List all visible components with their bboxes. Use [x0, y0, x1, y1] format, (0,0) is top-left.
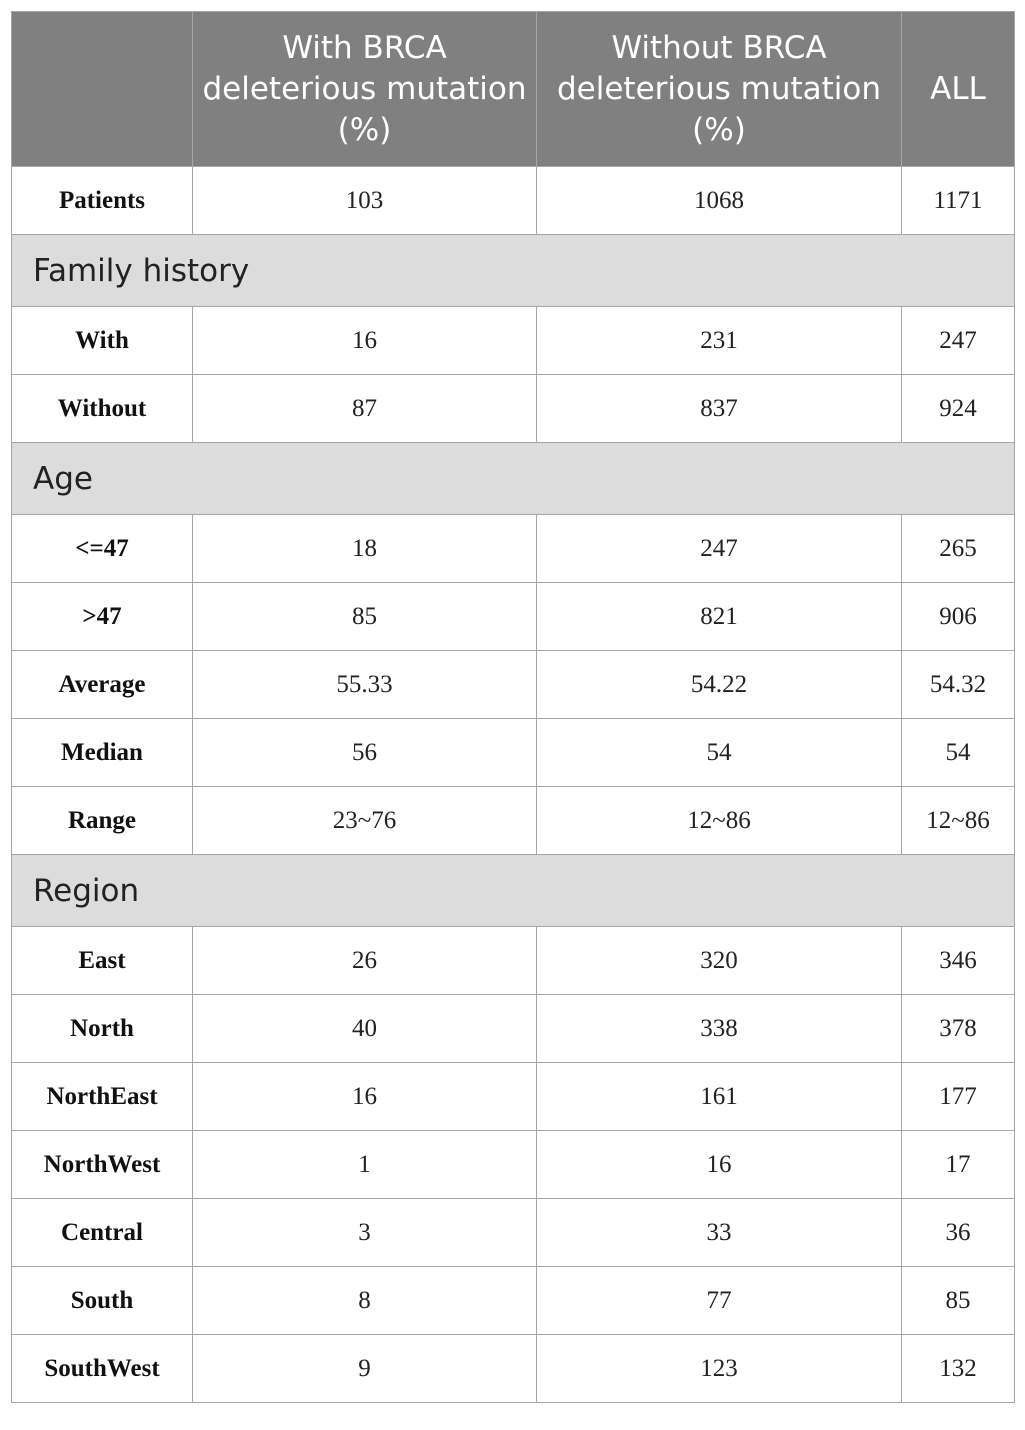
- header-without-brca: Without BRCA deleterious mutation (%): [537, 12, 902, 167]
- section-row: [12, 855, 1015, 927]
- table-row: [12, 927, 1015, 995]
- cell-all: 17: [902, 1131, 1015, 1199]
- table-row: [12, 167, 1015, 235]
- cell-without-brca: 16: [537, 1131, 902, 1199]
- cell-with-brca: 23~76: [193, 787, 537, 855]
- cell-without-brca: 338: [537, 995, 902, 1063]
- cell-without-brca: 247: [537, 515, 902, 583]
- cell-with-brca: 16: [193, 1063, 537, 1131]
- cell-without-brca: 33: [537, 1199, 902, 1267]
- table-row: [12, 583, 1015, 651]
- cell-with-brca: 56: [193, 719, 537, 787]
- table-row: [12, 1063, 1015, 1131]
- header-with-brca: With BRCA deleterious mutation (%): [193, 12, 537, 167]
- cell-with-brca: 9: [193, 1335, 537, 1403]
- cell-with-brca: 103: [193, 167, 537, 235]
- section-label: Region: [12, 855, 1015, 927]
- row-label: SouthWest: [12, 1335, 193, 1403]
- row-label: Average: [12, 651, 193, 719]
- header-row: [12, 12, 1015, 167]
- section-label: Family history: [12, 235, 1015, 307]
- cell-with-brca: 16: [193, 307, 537, 375]
- cell-with-brca: 55.33: [193, 651, 537, 719]
- table-row: [12, 307, 1015, 375]
- table-row: [12, 1199, 1015, 1267]
- cell-with-brca: 40: [193, 995, 537, 1063]
- cell-without-brca: 77: [537, 1267, 902, 1335]
- cell-all: 54.32: [902, 651, 1015, 719]
- table-row: [12, 1267, 1015, 1335]
- cell-with-brca: 85: [193, 583, 537, 651]
- cell-without-brca: 837: [537, 375, 902, 443]
- row-label: NorthEast: [12, 1063, 193, 1131]
- row-label: >47: [12, 583, 193, 651]
- cell-without-brca: 1068: [537, 167, 902, 235]
- cell-without-brca: 54.22: [537, 651, 902, 719]
- row-label: <=47: [12, 515, 193, 583]
- row-label: With: [12, 307, 193, 375]
- cell-without-brca: 320: [537, 927, 902, 995]
- table-row: [12, 995, 1015, 1063]
- cell-without-brca: 54: [537, 719, 902, 787]
- cell-without-brca: 821: [537, 583, 902, 651]
- cell-with-brca: 87: [193, 375, 537, 443]
- cell-with-brca: 18: [193, 515, 537, 583]
- row-label: Median: [12, 719, 193, 787]
- cell-all: 12~86: [902, 787, 1015, 855]
- data-table: [11, 11, 1015, 1403]
- cell-with-brca: 26: [193, 927, 537, 995]
- row-label: Without: [12, 375, 193, 443]
- section-label: Age: [12, 443, 1015, 515]
- table-row: [12, 375, 1015, 443]
- table-row: [12, 1335, 1015, 1403]
- cell-all: 378: [902, 995, 1015, 1063]
- cell-all: 54: [902, 719, 1015, 787]
- cell-without-brca: 161: [537, 1063, 902, 1131]
- section-row: [12, 443, 1015, 515]
- row-label: Patients: [12, 167, 193, 235]
- table-body: [12, 167, 1015, 1403]
- cell-with-brca: 1: [193, 1131, 537, 1199]
- row-label: Central: [12, 1199, 193, 1267]
- row-label: North: [12, 995, 193, 1063]
- cell-without-brca: 231: [537, 307, 902, 375]
- cell-all: 346: [902, 927, 1015, 995]
- section-row: [12, 235, 1015, 307]
- row-label: Range: [12, 787, 193, 855]
- cell-all: 85: [902, 1267, 1015, 1335]
- table-row: [12, 719, 1015, 787]
- cell-all: 177: [902, 1063, 1015, 1131]
- table-row: [12, 787, 1015, 855]
- cell-all: 247: [902, 307, 1015, 375]
- cell-all: 265: [902, 515, 1015, 583]
- header-corner: [12, 12, 193, 167]
- cell-all: 1171: [902, 167, 1015, 235]
- cell-all: 906: [902, 583, 1015, 651]
- table-row: [12, 515, 1015, 583]
- cell-without-brca: 123: [537, 1335, 902, 1403]
- row-label: NorthWest: [12, 1131, 193, 1199]
- cell-all: 36: [902, 1199, 1015, 1267]
- cell-without-brca: 12~86: [537, 787, 902, 855]
- table-row: [12, 1131, 1015, 1199]
- row-label: South: [12, 1267, 193, 1335]
- cell-with-brca: 3: [193, 1199, 537, 1267]
- cell-all: 924: [902, 375, 1015, 443]
- table-row: [12, 651, 1015, 719]
- row-label: East: [12, 927, 193, 995]
- header-all: ALL: [902, 12, 1015, 167]
- cell-with-brca: 8: [193, 1267, 537, 1335]
- cell-all: 132: [902, 1335, 1015, 1403]
